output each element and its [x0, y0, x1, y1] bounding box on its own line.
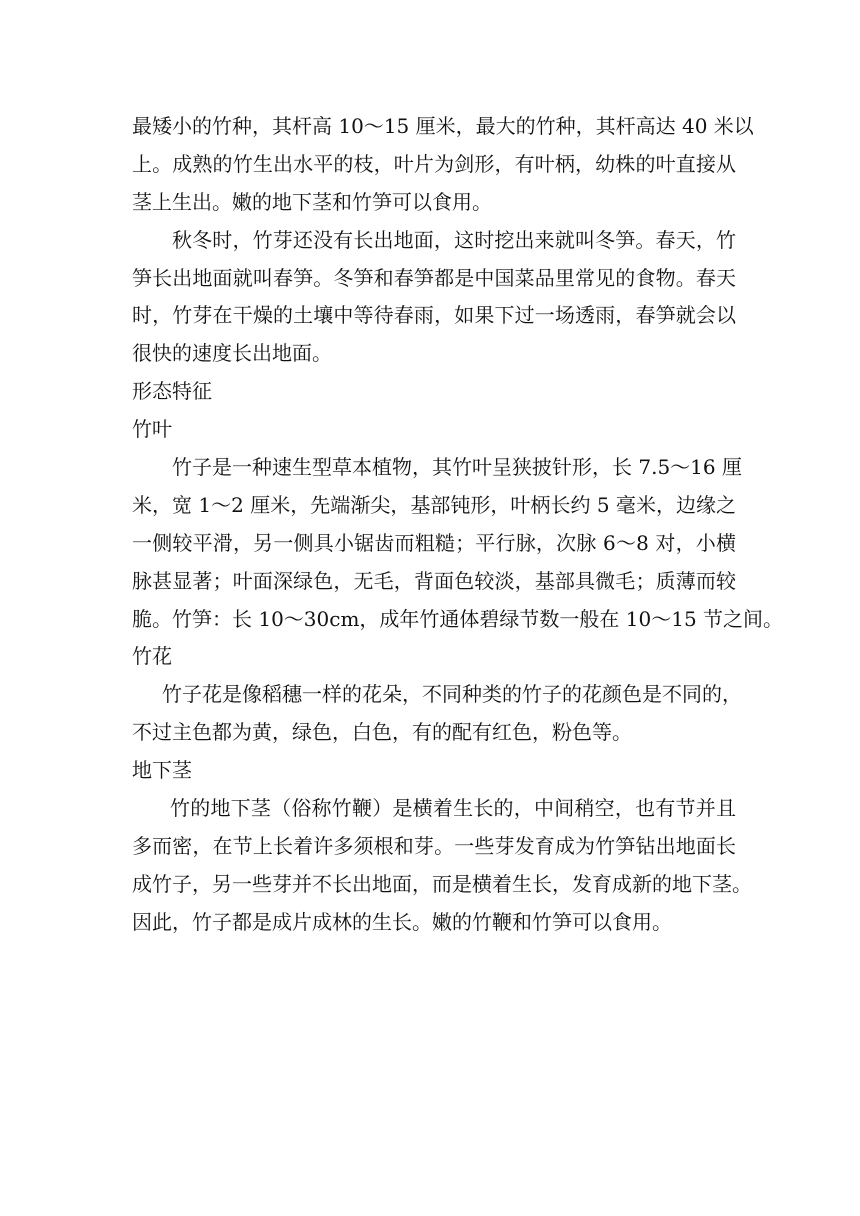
intro-line-1: 最矮小的竹种，其杆高 10～15 厘米，最大的竹种，其杆高达 40 米以 — [132, 114, 754, 138]
leaf-line-2: 米，宽 1～2 厘米，先端渐尖，基部钝形，叶柄长约 5 毫米，边缘之 — [132, 492, 736, 517]
rhizome-line-3: 成竹子，另一些芽并不长出地面，而是横着生长，发育成新的地下茎。 — [132, 871, 752, 896]
intro-line-2: 上。成熟的竹生出水平的枝，叶片为剑形，有叶柄，幼株的叶直接从 — [132, 151, 736, 176]
leaf-line-3: 一侧较平滑，另一侧具小锯齿而粗糙；平行脉，次脉 6～8 对，小横 — [132, 530, 736, 555]
winter-shoot-line-4: 很快的速度长出地面。 — [132, 341, 332, 366]
leaf-line-5: 脆。竹笋：长 10～30cm，成年竹通体碧绿节数一般在 10～15 节之间。 — [132, 606, 784, 631]
intro-line-3: 茎上生出。嫩的地下茎和竹笋可以食用。 — [132, 189, 492, 214]
winter-shoot-line-3: 时，竹芽在干燥的土壤中等待春雨，如果下过一场透雨，春笋就会以 — [132, 303, 736, 328]
flower-line-2: 不过主色都为黄，绿色，白色，有的配有红色，粉色等。 — [132, 720, 632, 745]
flower-line-1: 竹子花是像稻穗一样的花朵，不同种类的竹子的花颜色是不同的， — [162, 682, 742, 707]
rhizome-line-1: 竹的地下茎（俗称竹鞭）是横着生长的，中间稍空，也有节并且 — [170, 796, 736, 821]
leaf-line-4: 脉甚显著；叶面深绿色，无毛，背面色较淡，基部具微毛；质薄而较 — [132, 568, 736, 593]
heading-rhizome: 地下茎 — [132, 758, 192, 783]
winter-shoot-line-2: 笋长出地面就叫春笋。冬笋和春笋都是中国菜品里常见的食物。春天 — [132, 265, 736, 290]
heading-morphology: 形态特征 — [132, 379, 212, 404]
document-page — [132, 108, 784, 942]
rhizome-line-2: 多而密，在节上长着许多须根和芽。一些芽发育成为竹笋钻出地面长 — [132, 833, 736, 858]
heading-leaf: 竹叶 — [132, 417, 172, 442]
heading-flower: 竹花 — [132, 644, 172, 669]
winter-shoot-line-1: 秋冬时，竹芽还没有长出地面，这时挖出来就叫冬笋。春天，竹 — [172, 227, 736, 252]
leaf-line-1: 竹子是一种速生型草本植物，其竹叶呈狭披针形，长 7.5～16 厘 — [172, 455, 742, 480]
rhizome-line-4: 因此，竹子都是成片成林的生长。嫩的竹鞭和竹笋可以食用。 — [132, 909, 672, 934]
